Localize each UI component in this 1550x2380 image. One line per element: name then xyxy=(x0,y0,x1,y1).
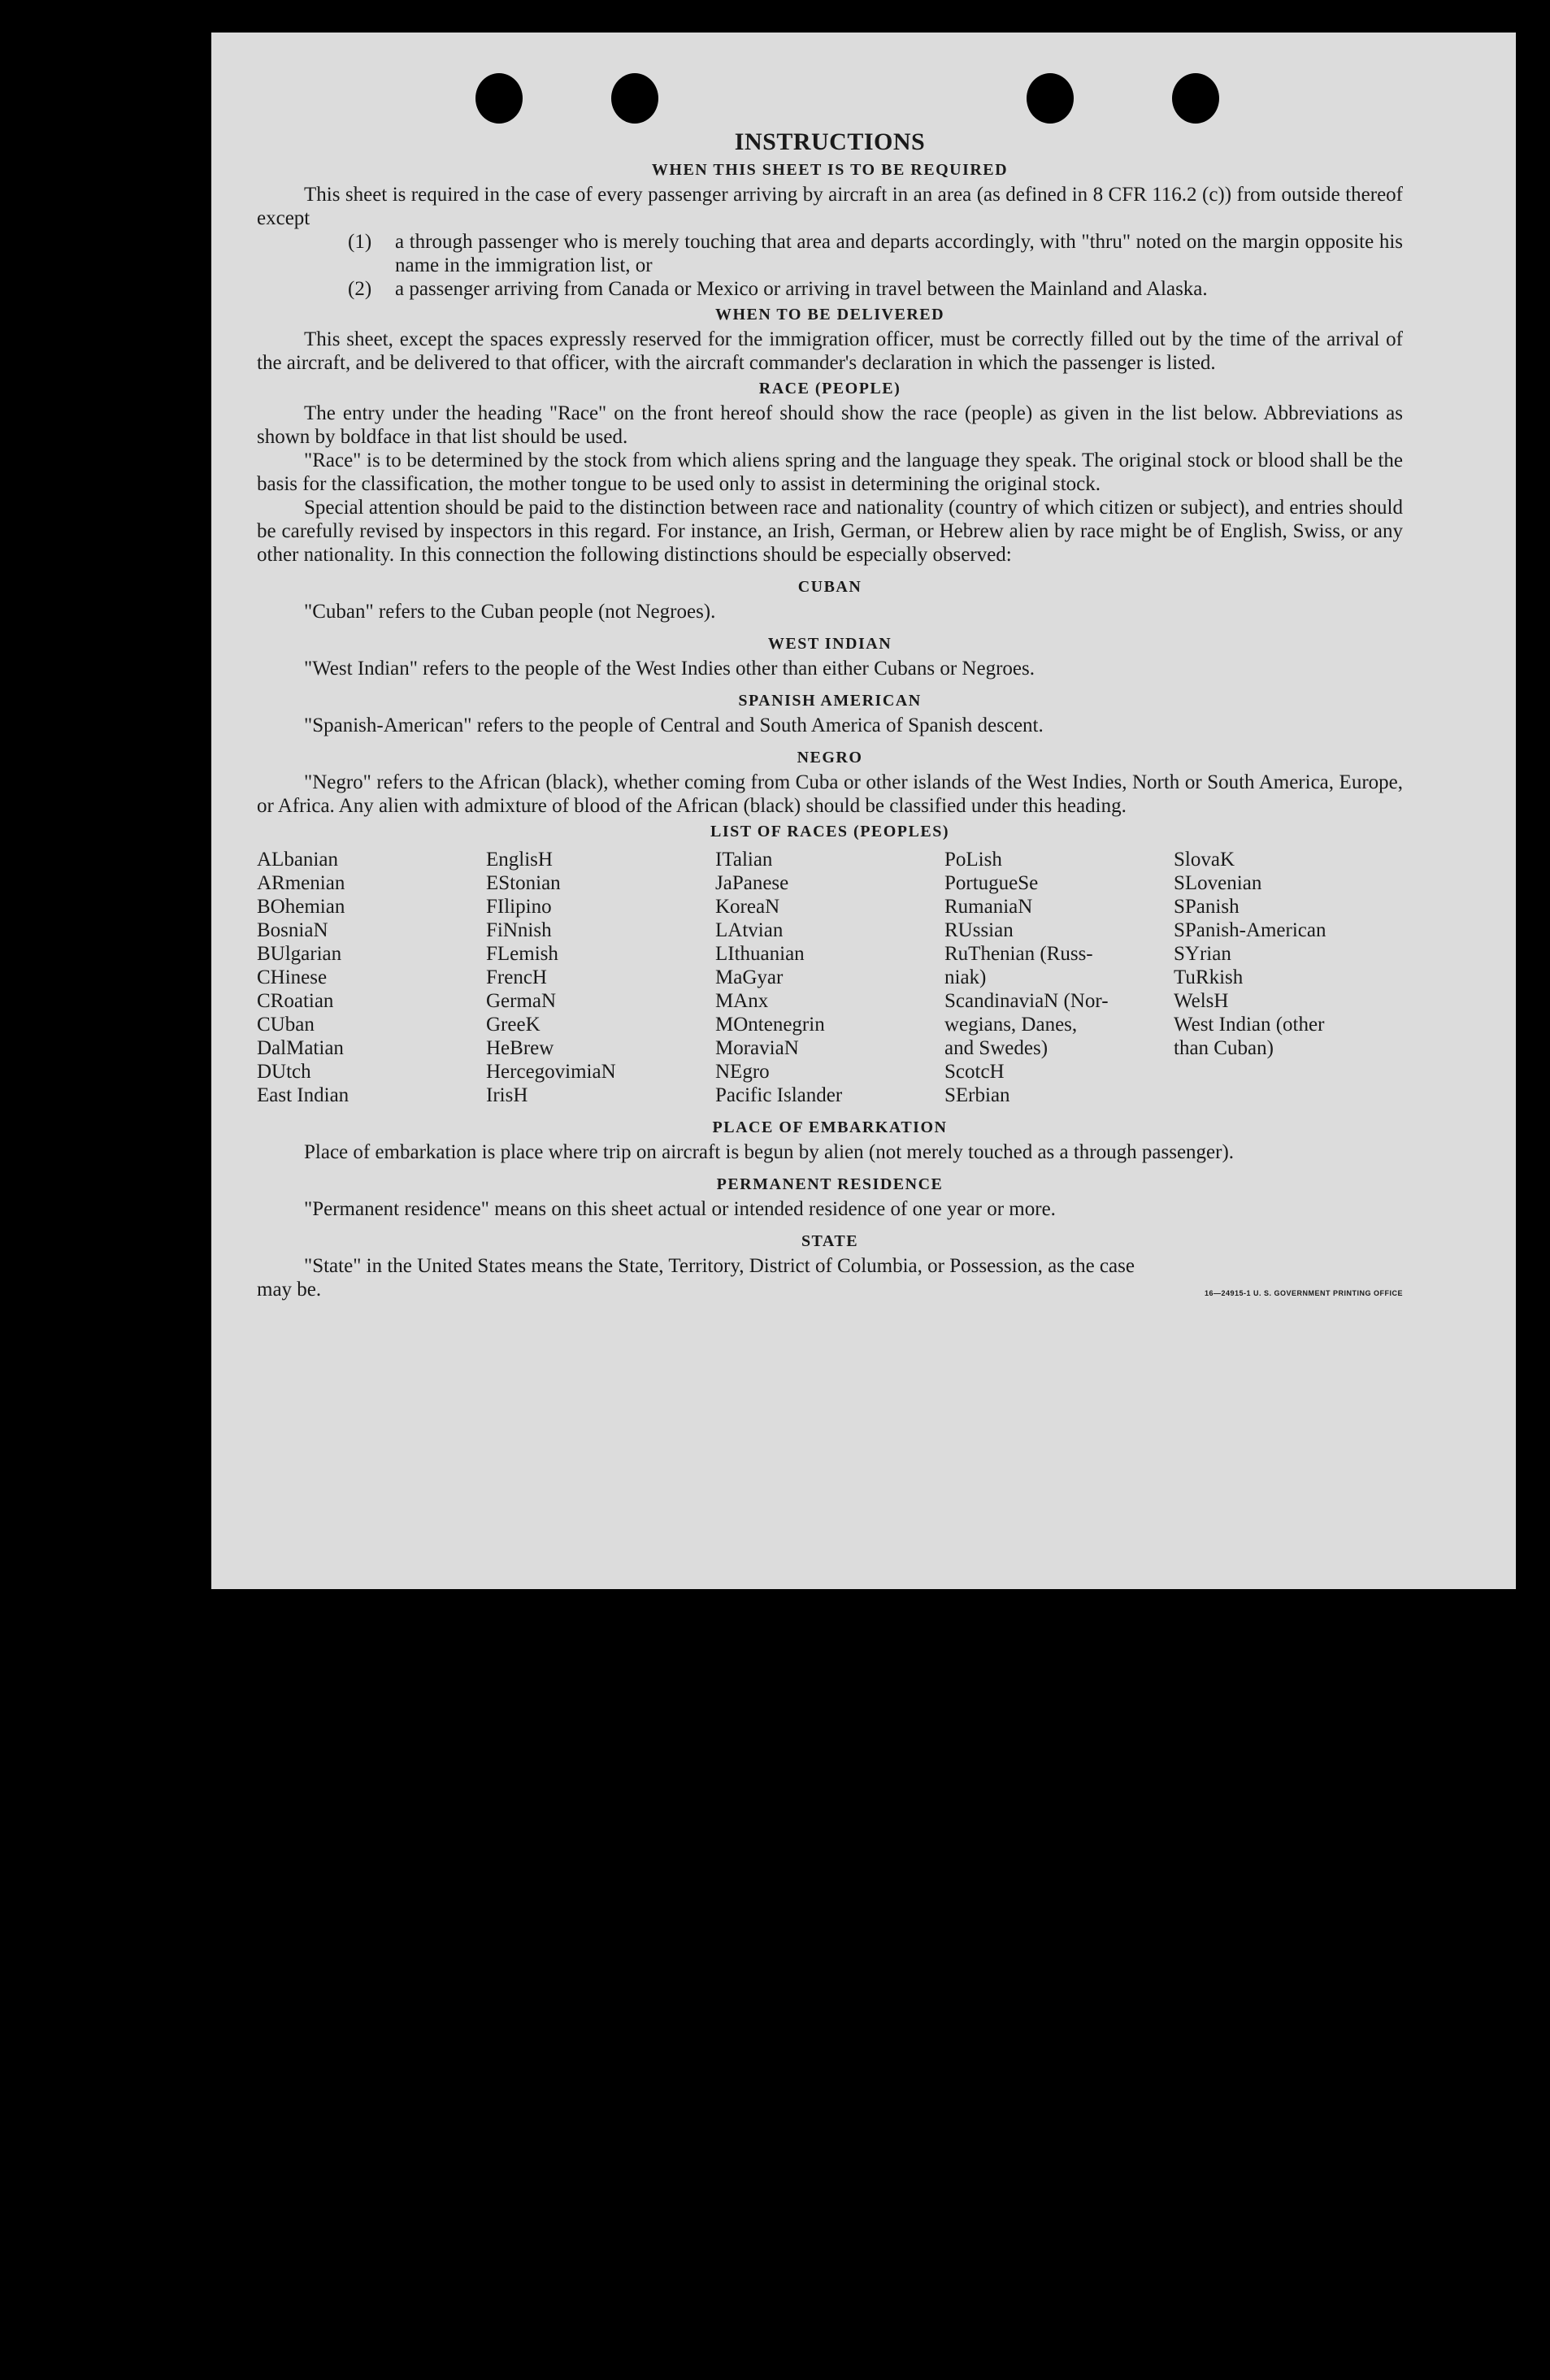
heading-races-list: LIST OF RACES (PEOPLES) xyxy=(710,823,949,840)
race-entry: MAnx xyxy=(715,990,769,1012)
race-paragraph-2: "Race" is to be determined by the stock from which aliens spring and the language they speak. The original stock or blood shall be the basis for the classification, the mother tongue to be used only to assist in determining the original stock. xyxy=(257,450,1403,495)
race-entry: than Cuban) xyxy=(1174,1037,1274,1059)
state-text-end: may be. xyxy=(257,1279,322,1301)
punch-hole xyxy=(1172,73,1219,124)
punch-hole xyxy=(475,73,523,124)
embarkation-text: Place of embarkation is place where trip on aircraft is begun by alien (not merely touched as a through passenger). xyxy=(304,1141,1235,1163)
state-last-line xyxy=(257,1278,1403,1301)
race-entry: BOhemian xyxy=(257,896,345,918)
race-entry: DalMatian xyxy=(257,1037,344,1059)
residence-text: "Permanent residence" means on this sheet actual or intended residence of one year or more. xyxy=(304,1198,1056,1220)
negro-text: "Negro" refers to the African (black), whether coming from Cuba or other islands of the West Indies, North or South America, Europe, or Africa. Any alien with admixture of blood of the African (black) should be classified under this heading. xyxy=(257,771,1403,817)
race-entry: ALbanian xyxy=(257,849,338,871)
race-entry: LAtvian xyxy=(715,919,784,941)
race-entry: and Swedes) xyxy=(944,1037,1049,1059)
race-entry: EStonian xyxy=(486,872,561,894)
heading-delivered: WHEN TO BE DELIVERED xyxy=(714,306,945,324)
race-paragraph-3: Special attention should be paid to the distinction between race and nationality (country of which citizen or subject), and entries should be carefully revised by inspectors in this regard. For instance, an Irish, German, or Hebrew alien by race might be of English, Swiss, or any other nationality. In this connection the following distinctions should be especially observed: xyxy=(257,497,1403,566)
race-entry: LIthuanian xyxy=(715,943,805,965)
races-column xyxy=(257,848,486,1107)
race-entry: KoreaN xyxy=(715,896,780,918)
punch-hole xyxy=(1027,73,1074,124)
item-text: a passenger arriving from Canada or Mexico or arriving in travel between the Mainland and Alaska. xyxy=(395,278,1208,300)
race-entry: West Indian (other xyxy=(1174,1014,1325,1036)
race-entry: RuThenian (Russ- xyxy=(944,943,1093,965)
heading-race: RACE (PEOPLE) xyxy=(758,380,901,397)
heading-embarkation: PLACE OF EMBARKATION xyxy=(712,1118,948,1136)
race-entry: EnglisH xyxy=(486,849,553,871)
instructions-body xyxy=(257,128,1403,1301)
race-entry: Pacific Islander xyxy=(715,1084,843,1106)
race-entry: HeBrew xyxy=(486,1037,554,1059)
heading-cuban: CUBAN xyxy=(797,578,862,596)
race-entry: GermaN xyxy=(486,990,557,1012)
race-entry: CRoatian xyxy=(257,990,334,1012)
race-entry: MoraviaN xyxy=(715,1037,799,1059)
instruction-sheet xyxy=(211,33,1516,1589)
delivered-text: This sheet, except the spaces expressly reserved for the immigration officer, must be correctly filled out by the time of the arrival of the aircraft, and be delivered to that officer, with the aircraft commander's declaration in which the passenger is listed. xyxy=(257,328,1403,374)
heading-residence: PERMANENT RESIDENCE xyxy=(716,1175,944,1193)
race-entry: FLemish xyxy=(486,943,558,965)
race-entry: CUban xyxy=(257,1014,315,1036)
race-entry: ARmenian xyxy=(257,872,345,894)
race-entry: SYrian xyxy=(1174,943,1231,965)
race-entry: CHinese xyxy=(257,966,328,988)
races-list xyxy=(257,848,1403,1107)
exception-item xyxy=(257,230,1403,277)
race-entry: ScotcH xyxy=(944,1061,1005,1083)
race-entry: SPanish-American xyxy=(1174,919,1326,941)
race-entry: PoLish xyxy=(944,849,1002,871)
race-entry: WelsH xyxy=(1174,990,1229,1012)
page-title: INSTRUCTIONS xyxy=(734,128,926,155)
race-entry: ScandinaviaN (Nor- xyxy=(944,990,1109,1012)
race-entry: DUtch xyxy=(257,1061,311,1083)
race-entry: GreeK xyxy=(486,1014,541,1036)
race-entry: BosniaN xyxy=(257,919,328,941)
races-column xyxy=(944,848,1174,1107)
heading-required: WHEN THIS SHEET IS TO BE REQUIRED xyxy=(651,161,1009,179)
race-entry: RumaniaN xyxy=(944,896,1033,918)
races-column xyxy=(1174,848,1403,1107)
race-entry: NEgro xyxy=(715,1061,770,1083)
heading-state: STATE xyxy=(801,1232,859,1250)
state-text: "State" in the United States means the State, Territory, District of Columbia, or Possession, as the case xyxy=(304,1255,1135,1277)
races-column xyxy=(715,848,944,1107)
race-entry: SlovaK xyxy=(1174,849,1235,871)
race-entry: FrencH xyxy=(486,966,547,988)
item-number: (1) xyxy=(348,231,372,253)
spanish-american-text: "Spanish-American" refers to the people of Central and South America of Spanish descent. xyxy=(304,714,1044,736)
exception-item xyxy=(257,277,1403,301)
race-entry: ITalian xyxy=(715,849,773,871)
item-number: (2) xyxy=(348,278,372,300)
item-text: a through passenger who is merely touching that area and departs accordingly, with "thru" noted on the margin opposite his name in the immigration list, or xyxy=(395,231,1403,276)
race-entry: RUssian xyxy=(944,919,1014,941)
heading-negro: NEGRO xyxy=(797,749,863,767)
heading-west-indian: WEST INDIAN xyxy=(767,635,892,653)
required-intro: This sheet is required in the case of every passenger arriving by aircraft in an area (as defined in 8 CFR 116.2 (c)) from outside thereof except xyxy=(257,184,1403,229)
race-paragraph-1: The entry under the heading "Race" on the front hereof should show the race (people) as given in the list below. Abbreviations as shown by boldface in that list should be used. xyxy=(257,402,1403,448)
race-entry: MOntenegrin xyxy=(715,1014,825,1036)
race-entry: SErbian xyxy=(944,1084,1010,1106)
west-indian-text: "West Indian" refers to the people of the West Indies other than either Cubans or Negroes. xyxy=(304,658,1035,680)
punch-hole xyxy=(611,73,658,124)
race-entry: SPanish xyxy=(1174,896,1240,918)
race-entry: BUlgarian xyxy=(257,943,342,965)
heading-spanish-american: SPANISH AMERICAN xyxy=(738,692,922,710)
race-entry: IrisH xyxy=(486,1084,528,1106)
race-entry: niak) xyxy=(944,966,987,988)
races-column xyxy=(486,848,715,1107)
race-entry: PortugueSe xyxy=(944,872,1039,894)
race-entry: SLovenian xyxy=(1174,872,1262,894)
race-entry: wegians, Danes, xyxy=(944,1014,1078,1036)
race-entry: FiNnish xyxy=(486,919,552,941)
race-entry: HercegovimiaN xyxy=(486,1061,616,1083)
race-entry: JaPanese xyxy=(715,872,789,894)
race-entry: MaGyar xyxy=(715,966,784,988)
printing-office-note: 16—24915-1 U. S. GOVERNMENT PRINTING OFFICE xyxy=(1204,1289,1403,1297)
race-entry: TuRkish xyxy=(1174,966,1244,988)
race-entry: East Indian xyxy=(257,1084,350,1106)
cuban-text: "Cuban" refers to the Cuban people (not Negroes). xyxy=(304,601,716,623)
race-entry: FIlipino xyxy=(486,896,552,918)
